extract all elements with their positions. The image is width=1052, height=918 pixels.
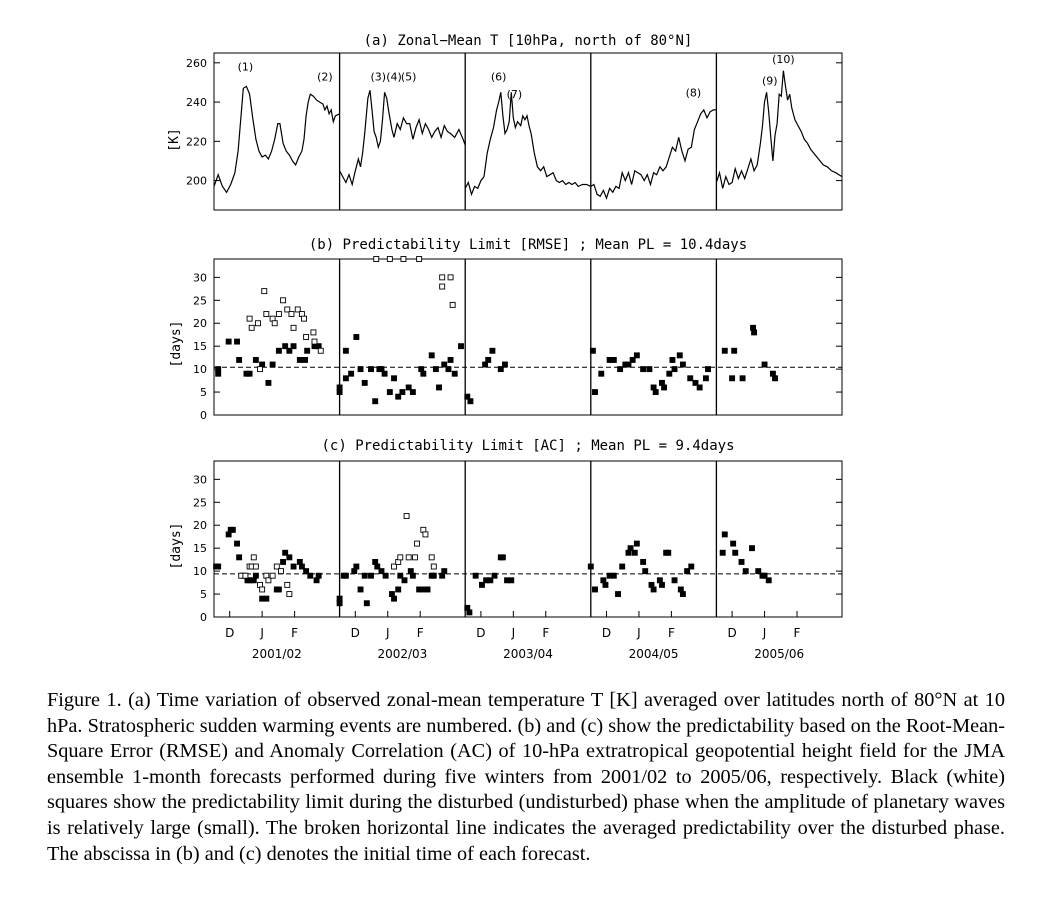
ssw-event-label: (2): [317, 70, 333, 84]
month-tick-label: D: [601, 626, 612, 640]
disturbed-point: [620, 564, 625, 569]
disturbed-point: [643, 569, 648, 574]
disturbed-point: [611, 573, 616, 578]
disturbed-point: [509, 578, 514, 583]
month-tick-label: F: [291, 626, 299, 640]
disturbed-point: [611, 357, 616, 362]
disturbed-point: [641, 367, 646, 372]
disturbed-point: [354, 335, 359, 340]
disturbed-point: [396, 587, 401, 592]
disturbed-point: [731, 541, 736, 546]
disturbed-point: [383, 573, 388, 578]
disturbed-point: [766, 578, 771, 583]
disturbed-point: [590, 348, 595, 353]
disturbed-point: [429, 353, 434, 358]
y-tick-label: 15: [193, 542, 207, 556]
undisturbed-point: [253, 564, 258, 569]
month-tick-label: D: [225, 626, 235, 640]
y-tick-label: 15: [193, 340, 207, 354]
disturbed-point: [740, 376, 745, 381]
ssw-event-label: (8): [685, 86, 702, 100]
panel-a-title: (a) Zonal−Mean T [10hPa, north of 80°N]: [363, 33, 693, 49]
undisturbed-point: [243, 573, 248, 578]
disturbed-point: [343, 573, 348, 578]
y-tick-label: 0: [200, 611, 207, 624]
disturbed-point: [459, 344, 464, 349]
panel-b-ylabel: [days]: [169, 320, 184, 368]
undisturbed-point: [262, 289, 267, 294]
disturbed-point: [266, 380, 271, 385]
disturbed-point: [431, 573, 436, 578]
ssw-event-label: (7): [506, 88, 523, 102]
month-tick-label: D: [727, 626, 737, 640]
disturbed-point: [672, 578, 677, 583]
disturbed-point: [634, 541, 639, 546]
month-tick-label: J: [511, 626, 516, 640]
y-tick-label: 20: [193, 317, 207, 331]
disturbed-point: [688, 376, 693, 381]
y-tick-label: 240: [186, 96, 207, 110]
disturbed-point: [670, 357, 675, 362]
panel-c: [169, 438, 842, 661]
month-tick-label: F: [542, 626, 550, 640]
undisturbed-point: [304, 335, 309, 340]
disturbed-point: [433, 367, 438, 372]
disturbed-point: [400, 390, 405, 395]
disturbed-point: [592, 587, 597, 592]
undisturbed-point: [278, 569, 283, 574]
undisturbed-point: [264, 312, 269, 317]
undisturbed-point: [270, 573, 275, 578]
disturbed-point: [733, 550, 738, 555]
disturbed-point: [264, 596, 269, 601]
disturbed-point: [425, 587, 430, 592]
month-tick-label: F: [416, 626, 424, 640]
disturbed-point: [666, 550, 671, 555]
undisturbed-point: [417, 257, 422, 262]
disturbed-point: [647, 367, 652, 372]
undisturbed-point: [318, 348, 323, 353]
y-tick-label: 20: [193, 519, 207, 533]
disturbed-point: [442, 569, 447, 574]
undisturbed-point: [291, 325, 296, 330]
month-tick-label: D: [476, 626, 486, 640]
ssw-event-label: (10): [772, 52, 795, 66]
y-tick-label: 5: [200, 386, 207, 400]
disturbed-point: [588, 564, 593, 569]
disturbed-point: [502, 362, 507, 367]
disturbed-point: [473, 573, 478, 578]
disturbed-point: [752, 330, 757, 335]
ssw-event-label: (1): [237, 60, 254, 74]
undisturbed-point: [272, 321, 277, 326]
temperature-line: [591, 110, 717, 198]
disturbed-point: [500, 555, 505, 560]
disturbed-point: [216, 564, 221, 569]
disturbed-point: [677, 353, 682, 358]
undisturbed-point: [412, 555, 417, 560]
disturbed-point: [697, 385, 702, 390]
disturbed-point: [592, 390, 597, 395]
disturbed-point: [446, 367, 451, 372]
undisturbed-point: [312, 339, 317, 344]
disturbed-point: [276, 348, 281, 353]
disturbed-point: [316, 573, 321, 578]
month-tick-label: J: [260, 626, 264, 640]
undisturbed-point: [431, 564, 436, 569]
undisturbed-point: [247, 316, 252, 321]
disturbed-point: [651, 587, 656, 592]
disturbed-point: [632, 550, 637, 555]
y-tick-label: 10: [193, 565, 207, 579]
plot-frame: [214, 461, 842, 617]
disturbed-point: [362, 380, 367, 385]
disturbed-point: [603, 582, 608, 587]
disturbed-point: [270, 362, 275, 367]
undisturbed-point: [249, 325, 254, 330]
undisturbed-point: [448, 275, 453, 280]
ssw-event-label: (3): [370, 70, 387, 84]
disturbed-point: [739, 559, 744, 564]
disturbed-point: [373, 399, 378, 404]
disturbed-point: [392, 376, 397, 381]
month-tick-label: D: [350, 626, 360, 640]
disturbed-point: [382, 371, 387, 376]
disturbed-point: [230, 527, 235, 532]
disturbed-point: [730, 376, 735, 381]
winter-label: 2001/02: [251, 647, 302, 661]
temperature-line: [465, 92, 591, 194]
disturbed-point: [467, 610, 472, 615]
disturbed-point: [672, 367, 677, 372]
month-tick-label: J: [385, 626, 390, 640]
disturbed-point: [667, 371, 672, 376]
panel-b: [169, 237, 842, 422]
disturbed-point: [722, 532, 727, 537]
undisturbed-point: [258, 367, 263, 372]
disturbed-point: [743, 569, 748, 574]
disturbed-point: [237, 357, 242, 362]
disturbed-point: [773, 376, 778, 381]
temperature-line: [214, 86, 340, 192]
disturbed-point: [343, 348, 348, 353]
disturbed-point: [343, 376, 348, 381]
ssw-event-label: (9): [761, 74, 778, 88]
disturbed-point: [276, 587, 281, 592]
disturbed-point: [291, 344, 296, 349]
undisturbed-point: [289, 312, 294, 317]
y-tick-label: 25: [193, 294, 207, 308]
y-tick-label: 260: [186, 56, 207, 70]
disturbed-point: [452, 371, 457, 376]
disturbed-point: [287, 555, 292, 560]
undisturbed-point: [440, 284, 445, 289]
undisturbed-point: [406, 555, 411, 560]
disturbed-point: [653, 390, 658, 395]
panel-c-title: (c) Predictability Limit [AC] ; Mean PL = 9.4days: [321, 438, 735, 454]
disturbed-point: [308, 573, 313, 578]
y-tick-label: 220: [186, 135, 207, 149]
undisturbed-point: [276, 312, 281, 317]
disturbed-point: [362, 573, 367, 578]
winter-label: 2005/06: [754, 647, 805, 661]
disturbed-point: [706, 367, 711, 372]
month-tick-label: F: [793, 626, 801, 640]
ssw-event-label: (5): [400, 70, 417, 84]
disturbed-point: [680, 362, 685, 367]
disturbed-point: [732, 348, 737, 353]
month-tick-label: F: [667, 626, 675, 640]
disturbed-point: [722, 348, 727, 353]
disturbed-point: [490, 348, 495, 353]
disturbed-point: [216, 367, 221, 372]
disturbed-point: [247, 371, 252, 376]
undisturbed-point: [311, 330, 316, 335]
disturbed-point: [387, 390, 392, 395]
disturbed-point: [358, 587, 363, 592]
disturbed-point: [226, 339, 231, 344]
disturbed-point: [305, 348, 310, 353]
y-tick-label: 25: [193, 496, 207, 510]
disturbed-point: [762, 362, 767, 367]
disturbed-point: [297, 357, 302, 362]
disturbed-point: [410, 390, 415, 395]
disturbed-point: [364, 601, 369, 606]
ssw-event-label: (4): [386, 70, 402, 84]
panel-a-ylabel: [K]: [167, 128, 182, 152]
undisturbed-point: [260, 587, 265, 592]
disturbed-point: [599, 371, 604, 376]
disturbed-point: [291, 564, 296, 569]
disturbed-point: [689, 564, 694, 569]
month-tick-label: J: [637, 626, 641, 640]
undisturbed-point: [374, 257, 379, 262]
y-tick-label: 10: [193, 363, 207, 377]
panel-a: [167, 33, 842, 210]
y-tick-label: 5: [200, 588, 207, 602]
undisturbed-point: [285, 582, 290, 587]
undisturbed-point: [429, 555, 434, 560]
y-tick-label: 30: [193, 271, 207, 285]
disturbed-point: [281, 559, 286, 564]
undisturbed-point: [251, 555, 256, 560]
disturbed-point: [369, 367, 374, 372]
undisturbed-point: [281, 298, 286, 303]
disturbed-point: [253, 573, 258, 578]
disturbed-point: [237, 555, 242, 560]
disturbed-point: [492, 573, 497, 578]
disturbed-point: [641, 559, 646, 564]
disturbed-point: [486, 357, 491, 362]
disturbed-point: [392, 596, 397, 601]
undisturbed-point: [404, 514, 409, 519]
undisturbed-point: [398, 555, 403, 560]
undisturbed-point: [423, 532, 428, 537]
disturbed-point: [337, 601, 342, 606]
temperature-line: [716, 71, 842, 189]
disturbed-point: [659, 582, 664, 587]
undisturbed-point: [255, 321, 260, 326]
disturbed-point: [437, 385, 442, 390]
y-tick-label: 30: [193, 473, 207, 487]
undisturbed-point: [401, 257, 406, 262]
panel-b-title: (b) Predictability Limit [RMSE] ; Mean PL = 10.4days: [308, 237, 748, 253]
disturbed-point: [468, 399, 473, 404]
disturbed-point: [402, 578, 407, 583]
disturbed-point: [618, 367, 623, 372]
y-tick-label: 0: [200, 409, 207, 422]
figure-caption: Figure 1. (a) Time variation of observed zonal-mean temperature T [K] averaged over latitudes north of 80°N at 10 hPa. Stratospheric sudden warming events are numbered. (b) and (c) show the predictability based on the Root-Mean-Square Error (RMSE) and Anomaly Correlation (AC) of 10-hPa extratropical geopotential height field for the JMA ensemble 1-month forecasts performed during five winters from 2001/02 to 2005/06, respectively. Black (white) squares show the predictability limit during the disturbed (undisturbed) phase when the amplitude of planetary waves is relatively large (small). The broken horizontal line indicates the averaged predictability over the disturbed phase. The abscissa in (b) and (c) denotes the initial time of each forecast.: [47, 689, 1005, 865]
disturbed-point: [421, 371, 426, 376]
disturbed-point: [358, 367, 363, 372]
disturbed-point: [369, 573, 374, 578]
disturbed-point: [349, 371, 354, 376]
disturbed-point: [448, 357, 453, 362]
disturbed-point: [354, 564, 359, 569]
undisturbed-point: [415, 541, 420, 546]
disturbed-point: [303, 357, 308, 362]
undisturbed-point: [387, 257, 392, 262]
ssw-event-label: (6): [490, 70, 507, 84]
disturbed-point: [662, 385, 667, 390]
winter-label: 2003/04: [503, 647, 553, 661]
winter-label: 2002/03: [377, 647, 428, 661]
month-tick-label: J: [762, 626, 767, 640]
y-tick-label: 200: [186, 174, 207, 188]
disturbed-point: [235, 541, 240, 546]
disturbed-point: [749, 546, 754, 551]
disturbed-point: [337, 390, 342, 395]
undisturbed-point: [302, 316, 307, 321]
disturbed-point: [253, 357, 258, 362]
temperature-line: [340, 90, 466, 184]
undisturbed-point: [287, 592, 292, 597]
plot-frame: [214, 53, 842, 210]
winter-label: 2004/05: [628, 647, 679, 661]
panel-c-ylabel: [days]: [169, 522, 184, 570]
disturbed-point: [235, 339, 240, 344]
undisturbed-point: [440, 275, 445, 280]
disturbed-point: [703, 376, 708, 381]
undisturbed-point: [450, 302, 455, 307]
disturbed-point: [680, 592, 685, 597]
disturbed-point: [720, 550, 725, 555]
disturbed-point: [616, 592, 621, 597]
disturbed-point: [634, 353, 639, 358]
disturbed-point: [410, 573, 415, 578]
